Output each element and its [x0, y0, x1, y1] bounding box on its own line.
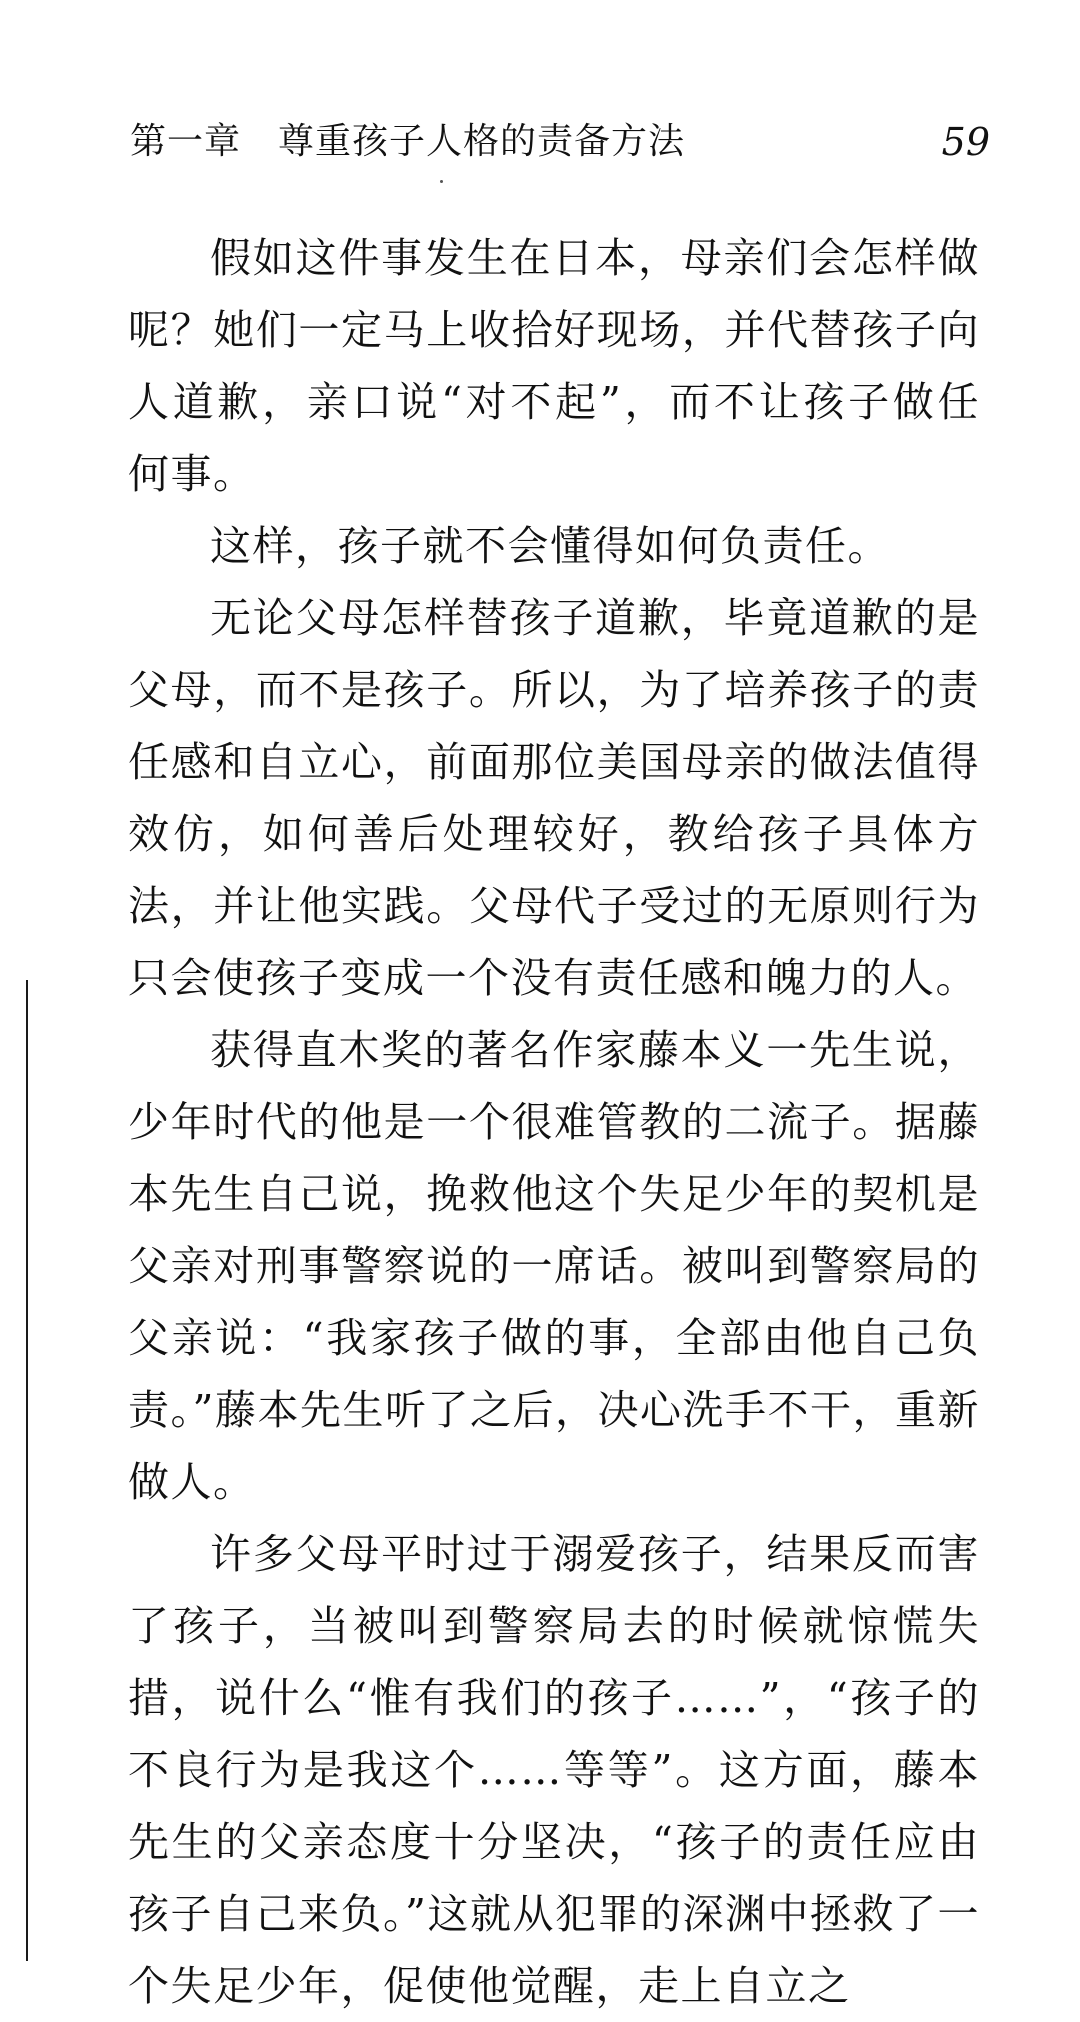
page-number: 59 — [941, 120, 990, 164]
scan-speck — [440, 180, 443, 183]
body-text — [128, 222, 980, 2022]
paragraph: 假如这件事发生在日本，母亲们会怎样做呢？她们一定马上收拾好现场，并代替孩子向人道歉，亲口说“对不起”，而不让孩子做任何事。 — [128, 234, 980, 498]
running-header — [130, 112, 990, 172]
paragraph: 许多父母平时过于溺爱孩子，结果反而害了孩子，当被叫到警察局去的时候就惊慌失措，说什么“惟有我们的孩子……”，“孩子的不良行为是我这个……等等”。这方面，藤本先生的父亲态度十分坚决，“孩子的责任应由孩子自己来负。”这就从犯罪的深渊中拯救了一个失足少年，促使他觉醒，走上自立之 — [128, 1530, 980, 2010]
paragraph: 获得直木奖的著名作家藤本义一先生说，少年时代的他是一个很难管教的二流子。据藤本先生自己说，挽救他这个失足少年的契机是父亲对刑事警察说的一席话。被叫到警察局的父亲说：“我家孩子做的事，全部由他自己负责。”藤本先生听了之后，决心洗手不干，重新做人。 — [128, 1026, 980, 1506]
chapter-title: 第一章 尊重孩子人格的责备方法 — [130, 121, 686, 162]
paragraph: 无论父母怎样替孩子道歉，毕竟道歉的是父母，而不是孩子。所以，为了培养孩子的责任感和自立心，前面那位美国母亲的做法值得效仿，如何善后处理较好，教给孩子具体方法，并让他实践。父母代子受过的无原则行为只会使孩子变成一个没有责任感和魄力的人。 — [128, 594, 980, 1002]
paragraph: 这样，孩子就不会懂得如何负责任。 — [210, 522, 890, 570]
page-edge-line — [26, 980, 28, 1961]
